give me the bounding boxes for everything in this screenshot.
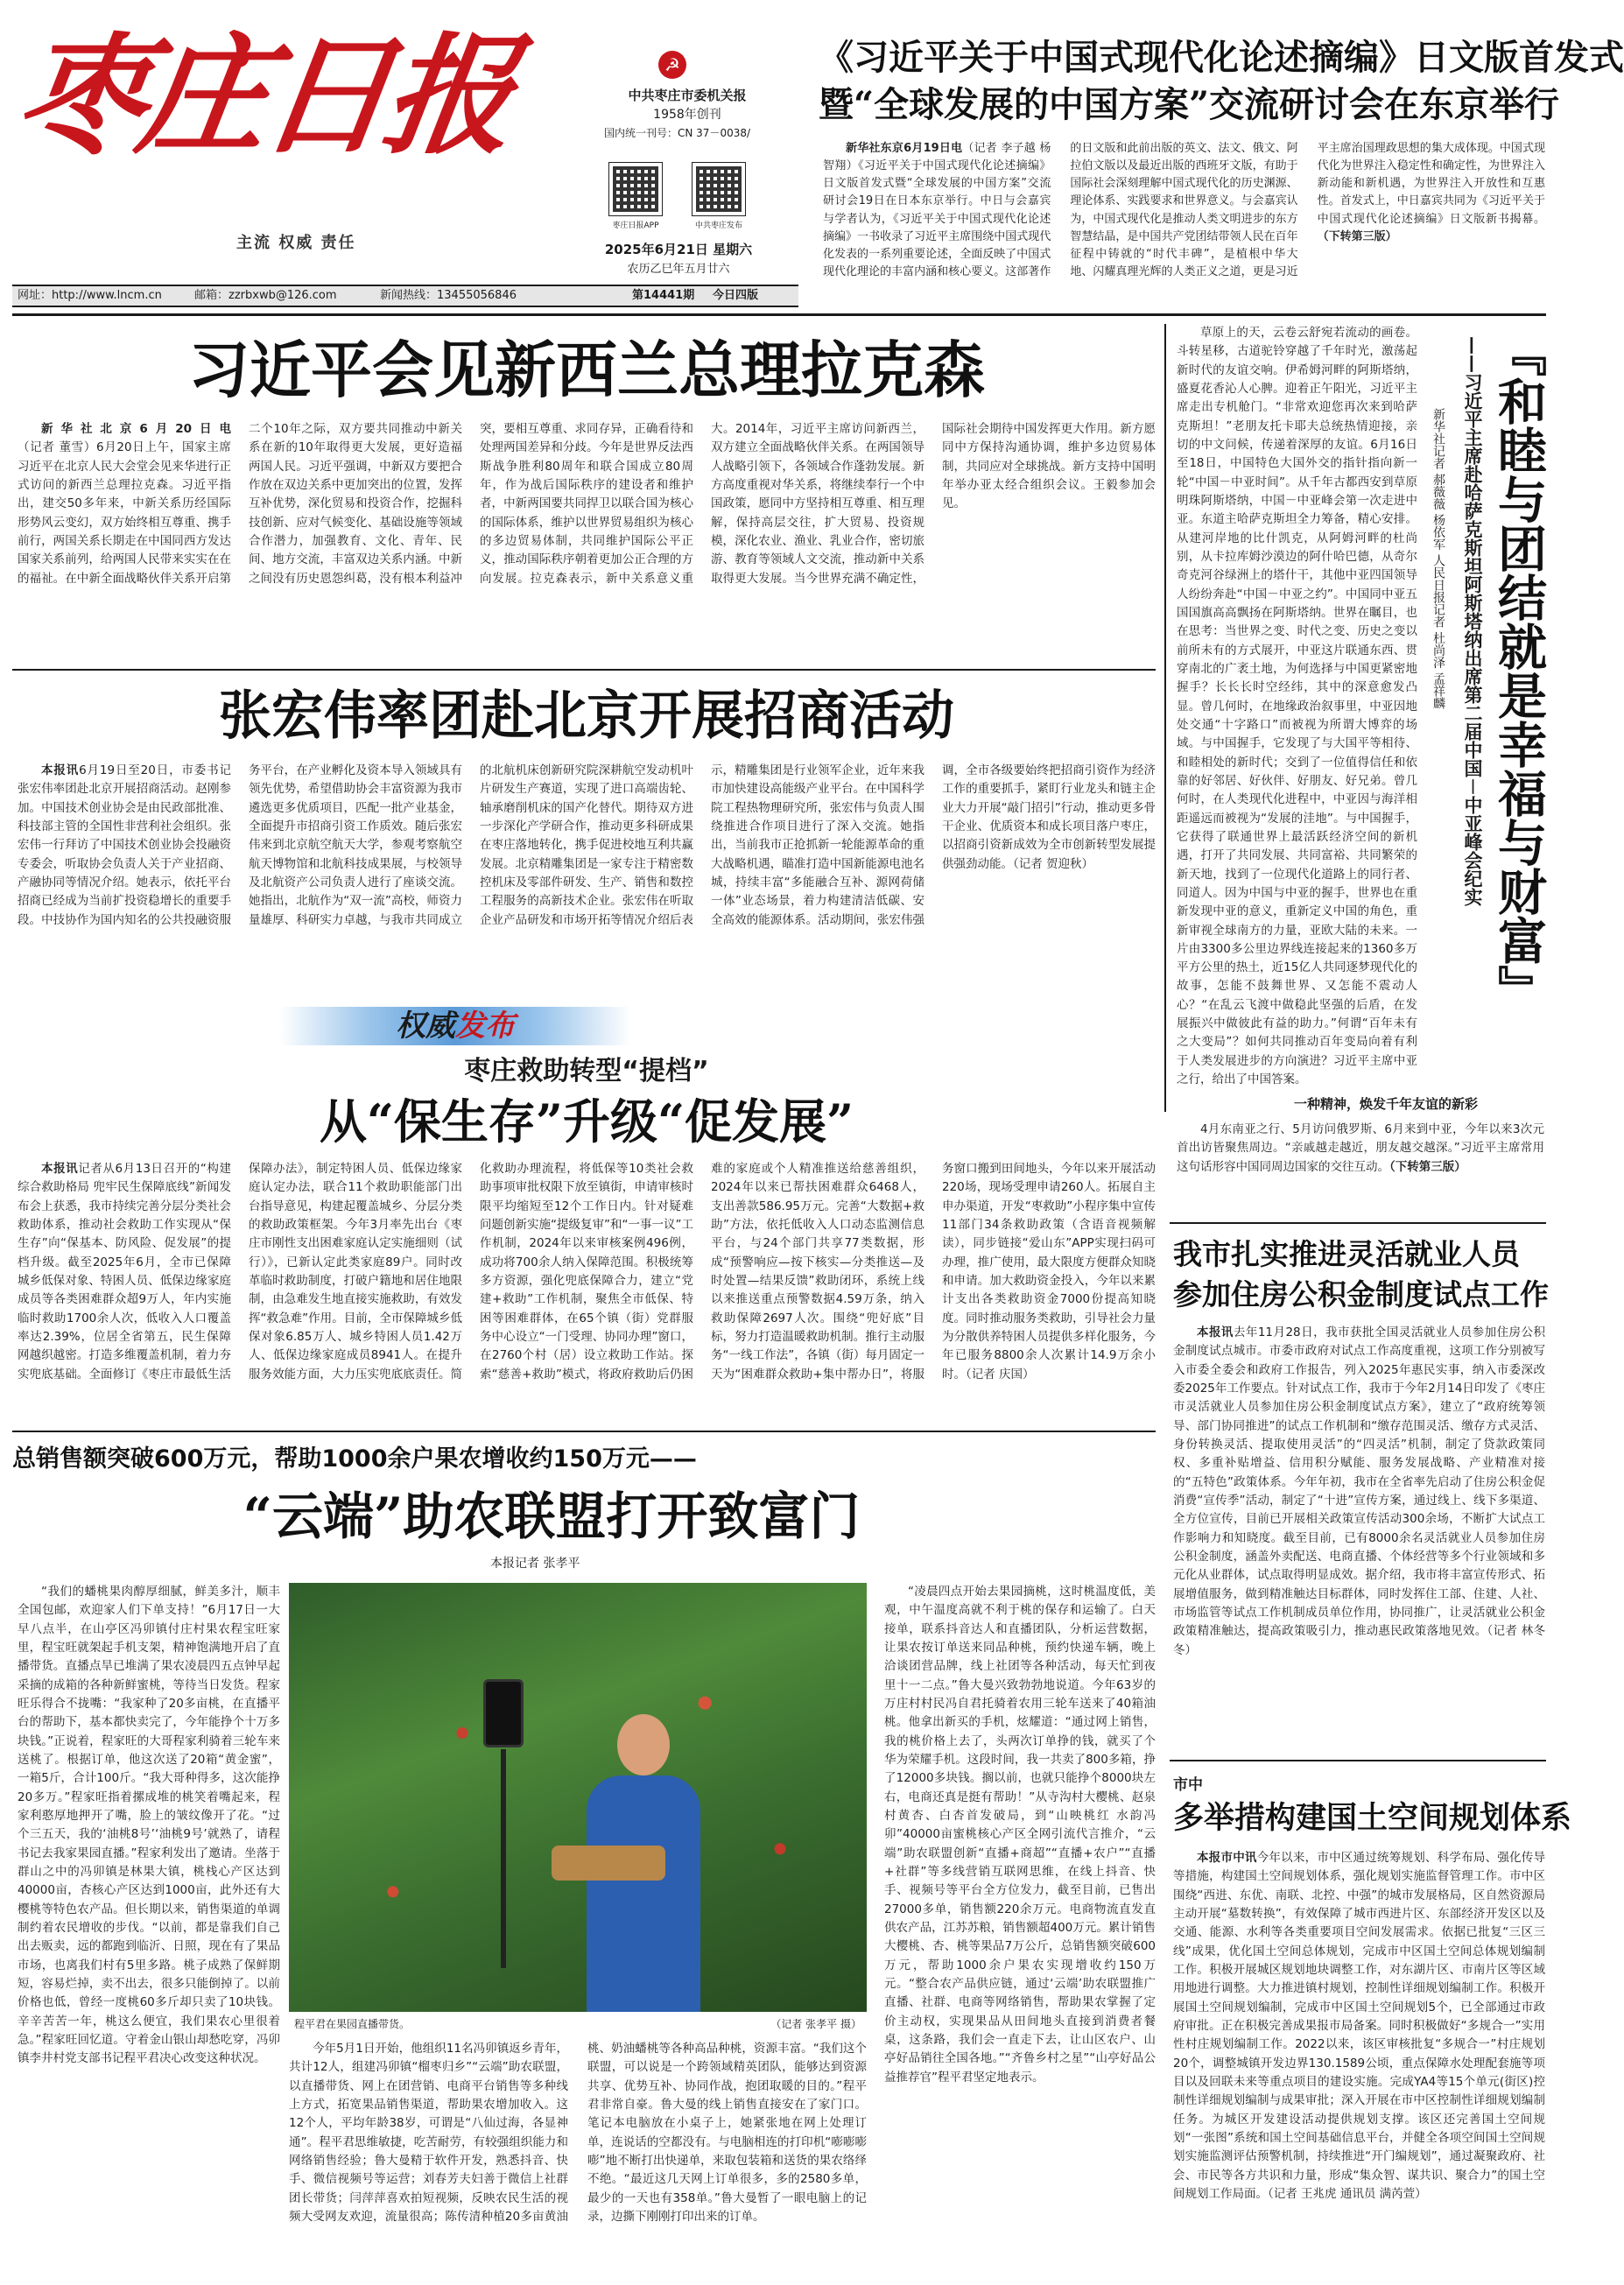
page-count: 今日四版 — [713, 289, 759, 302]
relief-story-kicker: 枣庄救助转型“提档” — [464, 1056, 709, 1086]
farmer-figure-icon — [578, 1714, 709, 2012]
banner-text-red: 发布 — [455, 1009, 515, 1044]
app-qr-code[interactable] — [608, 162, 663, 216]
top-story-title-2[interactable]: 暨“全球发展的中国方案”交流研讨会在东京举行 — [819, 84, 1560, 125]
masthead — [0, 0, 805, 311]
top-story-reporters: （记者 李子越 杨智翔） — [823, 142, 1051, 173]
cloud-story-right-column — [884, 1583, 1156, 2274]
cloud-story-right-text: “凌晨四点开始去果园摘桃，这时桃温度低，美观，中午温度高就不利于桃的保存和运输了。白天接单，联系抖音达人和直播团队，分析运营数据，让果农按订单送来同品种桃，预约快递车辆，晚上洽谈团营品牌，线上社团等各种活动，每天忙到夜里十一二点。”鲁大曼兴致勃勃地说道。今年63岁的万庄村村民冯自君托骑着农用三轮车送来了40箱油桃。他拿出新买的手机，炫耀道：“通过网上销售，我的桃价格上去了，头两次订单挣的钱，就买了个华为荣耀手机。这段时间，我一共卖了800多箱，挣了12000多块钱。搁以前，也就只能挣个8000块左右，电商还真是挺有帮助！”从寺沟村大樱桃、赵泉村黄杏、白杏首发破局，到“山映桃红 水韵冯卯”40000亩蜜桃核心产区全网引流代言推介，“云端”助农联盟创新“直播+商超”“直播+农户”“直播+社群”等多线营销互联网思维，在线上抖音、快手、视频号等平台全方位发力，截至目前，已售出27000多单，销售额220余万元。电商物流直发直供农产品，江苏苏粮，销售额超400万元。累计销售大樱桃、杏、桃等果品7万公斤，总销售额突破600万元，帮助1000余户果农实现增收约150万元。“整合农产品供应链，通过‘云端’助农联盟推广直播、社群、电商等网络销售，帮助果农掌握了定价主动权，实现果品从田间地头直接到消费者餐桌，这条路，我们会一直走下去，让山区农户、山亭好品销往全国各地。”“齐鲁乡村之星”“山亭好品公益推荐官”程平君坚定地表示。 — [884, 1585, 1156, 2085]
issue-number: 第14441期 — [632, 289, 695, 302]
tripod-stand-icon — [501, 1749, 506, 1968]
zhang-story-byline: （记者 贺迎秋） — [1013, 856, 1094, 871]
relief-story-title[interactable]: 从“保生存”升级“促发展” — [319, 1093, 854, 1150]
cloud-story-author: 本报记者 张孝平 — [490, 1557, 580, 1571]
phone-tripod-icon — [483, 1679, 524, 1747]
housing-story-title-2[interactable]: 参加住房公积金制度试点工作 — [1173, 1277, 1549, 1311]
cloud-story-title[interactable]: “云端”助农联盟打开致富门 — [243, 1487, 861, 1546]
website-link[interactable]: 网址：http://www.lncm.cn — [18, 289, 162, 302]
housing-story-byline: （记者 林冬冬） — [1173, 1624, 1546, 1657]
issue-date: 2025年6月21日 星期六 — [604, 242, 753, 257]
cloud-story-mid-text: 今年5月1日开始，他组织11名冯卯镇返乡青年，共计12人，组建冯卯镇“榴枣归乡”“云端”助农联盟，以直播带货、网上在团营销、电商平台销售等多种线上方式，拓宽果品销售渠道，帮助果农增加收入。这12个人，平均年龄38岁，可谓是“八仙过海，各显神通”。程平君思维敏捷，吃苦耐劳，有较强组织能力和网络销售经验；鲁大曼精于软件开发，熟悉抖音、快手、微信视频号等运营；刘春芳夫妇善于微信上社群团长带货；闫萍萍喜欢拍短视频，反映农民生活的视频大受网友欢迎，流量很高；陈传清种植20多亩黄油桃、奶油蟠桃等各种高品种桃，资源丰富。“我们这个联盟，可以说是一个跨领域精英团队，能够达到资源共享、优势互补、协同作战，抱团取暖的目的。”程平君非常自豪。鲁大曼的线上销售直接安在了家门口。笔记本电脑放在小桌子上，她紧张地在网上处理订单，连说话的空都没有。与电脑相连的打印机“嘭嘭嘭嘭”地不断打出快递单，来取包装箱和送货的果农络绎不绝。“最近这几天网上订单很多，多的2580多单，最少的一天也有358单。”鲁大曼暂了一眼电脑上的记录，边撕下刚刚打印出来的订单。 — [289, 2042, 867, 2224]
housing-story-text: 去年11月28日，我市获批全国灵活就业人员参加住房公积金制度试点城市。市委市政府对试点工作高度重视，这项工作分别被写入市委全委会和政府工作报告，列入2025年惠民实事，纳入市委深改委2025年工作要点。针对试点工作，我市于今年2月14日印发了《枣庄市灵活就业人员参加住房公积金制度试点方案》，建立了“政府统筹领导、部门协同推进”的试点工作机制和“缴存范围灵活、缴存方式灵活、身份转换灵活、提取使用灵活”的“四灵活”机制，制定了贷款政策同权、多重补贴增益、信用积分赋能、服务发展战略、产业精准对接的“五特色”政策体系。今年年初，我市在全省率先启动了住房公积金促消费“宣传季”活动，制定了“十进”宣传方案，通过线上、线下多渠道、全方位宣传，目前已开展相关政策宣传活动300余场，不断扩大试点工作影响力和知晓度。截至目前，已有8000余名灵活就业人员参加住房公积金制度，涵盖外卖配送、电商直播、个体经营等多个行业领域和多元化从业群体，试点取得明显成效。据介绍，我市将丰富宣传形式、拓展增值服务，做到精准触达目标群体，同时发挥住工部、住建、人社、市场监管等试点工作机制成员单位作用，协同推广，让灵活就业公积金政策精准触达，提高政策吸引力，推动惠民政策落地见效。 — [1173, 1325, 1545, 1639]
sidebar-feature-title[interactable]: 『和睦与团结就是幸福与财富』 — [1490, 327, 1547, 1014]
lunar-date: 农历乙巳年五月廿六 — [627, 263, 730, 276]
planning-story-title[interactable]: 多举措构建国土空间规划体系 — [1173, 1800, 1572, 1836]
top-story-body — [823, 140, 1545, 298]
masthead-logo: 枣庄日报 — [6, 19, 519, 172]
email-link[interactable]: 邮箱：zzrbxwb@126.com — [194, 289, 337, 302]
sidebar-section-text: 4月东南亚之行、5月访问俄罗斯、6月来到中亚，今年以来3次元首出访皆聚焦周边。“亲戚越走越近，朋友越交越深。”习近平主席常用这句话形容中国同周边国家的交往互动。 — [1177, 1122, 1544, 1174]
cloud-story-mid-columns — [289, 2040, 867, 2274]
orchard-livestream-photo[interactable] — [289, 1583, 867, 2012]
wechat-qr-code[interactable] — [692, 162, 746, 216]
sidebar-feature-body-top — [1177, 324, 1417, 1087]
sidebar-feature-reporters: 新华社记者 郝薇薇 杨依军 人民日报记者 杜尚泽 孟祥麟 — [1431, 408, 1445, 710]
relief-story-text: 记者从6月13日召开的“构建综合救助格局 兜牢民生保障底线”新闻发布会上获悉，我市持续完善分层分类社会救助体系，推动社会救助工作实现从“保生存”向“保基本、防风险、促发展”的提档升级。截至2025年6月，全市已保障城乡低保对象、特困人员、低保边缘家庭成员等各类困难群众超9万人，年内实施临时救助1700余人次，低收入人口覆盖率达2.39%，位居全省第五，民生保障网越织越密。打造多维覆盖机制，着力夯实兜底基础。全面修订《枣庄市最低生活保障办法》，制定特困人员、低保边缘家庭认定办法，联合11个救助职能部门出台指导意见，构建起覆盖城乡、分层分类的救助政策框架。今年3月率先出台《枣庄市刚性支出困难家庭认定实施细则（试行）》，已新认定此类家庭89户。同时改革临时救助制度，打破户籍地和居住地限制，由急难发生地直接实施救助，有效发挥“救急难”作用。目前，全市保障城乡低保对象6.85万人、城乡特困人员1.42万人、低保边缘家庭成员8941人。在提升服务效能方面，大力压实兜底底责任。简化救助办理流程，将低保等10类社会救助事项审批权限下放至镇街，申请审核时限平均缩短至12个工作日内。针对疑难问题创新实施“提级复审”和“一事一议”工作机制，2024年以来审核案例496例，成功将700余人纳入保障范围。积极统筹多方资源，强化兜底保障合力，建立“党建+救助”工作机制，聚焦全市低保、特困等困难群体，在65个镇（街）党群服务中心设立“一门受理、协同办理”窗口，在2760个村（居）设立救助工作站。探索“慈善+救助”模式，将政府救助后仍困难的家庭或个人精准推送给慈善组织，2024年以来已帮扶困难群众6468人，支出善款586.95万元。完善“大数据+救助”方法，依托低收入人口动态监测信息平台，与24个部门共享77类数据，形成“预警响应—按下核实—分类推送—及时处置—结果反馈”救助闭环，系统上线以来推送重点预警数据4.59万条，纳入救助保障2697人次。围绕“兜好底”目标，努力打造温暖救助机制。推行主动服务“一线工作法”，各镇（街）每月固定一天为“困难群众救助+集中帮办日”，将服务窗口搬到田间地头，今年以来开展活动220场，现场受理申请260人。拓展自主申办渠道，开发“枣救助”小程序集中宣传11部门34条救助政策（含语音视频解读），同步链接“爱山东”APP实现扫码可办理，推广使用，最大限度方便群众知晓和申请。加大救助资金投入，今年以来累计支出各类救助资金7000份提高知晓度。同时推动服务类救助，引导社会力量为分散供养特困人员提供多样化服务，今年已服务8800余人次累计14.9万余小时。 — [18, 1162, 1156, 1382]
publisher-name: 中共枣庄市委机关报 — [628, 88, 747, 103]
top-story-text: 《习近平关于中国式现代化论述摘编》日文版首发式暨“全球发展的中国方案”交流研讨会19日在日本东京举行。中日与会嘉宾与学者认为，《习近平关于中国式现代化论述摘编》一书收录了习近平主席围绕中国式现代化发表的一系列重要论述，全面反映了中国式现代化理论的丰富内涵和核心要义。这部著作的日文版和此前出版的英文、法文、俄文、阿拉伯文版以及最近出版的西班牙文版，有助于国际社会深刻理解中国式现代化的历史渊源、理论体系、实践要求和世界意义。与会嘉宾认为，中国式现代化是推动人类文明进步的东方智慧结晶，是中国共产党团结带领人民在百年征程中铸就的“时代丰碑”，是植根中华大地、闪耀真理光辉的人类正义之道，更是习近平主席治国理政思想的集大成体现。中国式现代化为世界注入稳定性和确定性，为世界注入新动能和新机遇，为世界注入开放性和互惠性。首发式上，中日嘉宾共同为《习近平关于中国式现代化论述摘编》日文版新书揭幕。 — [823, 142, 1545, 278]
relief-story-body — [18, 1160, 1156, 1423]
banner-text-black: 权威 — [396, 1009, 455, 1044]
nz-story-reporter: （记者 董雪） — [18, 440, 96, 455]
nz-story-body — [18, 420, 1156, 661]
cloud-story-left-column — [18, 1583, 280, 2274]
planning-story-dateline: 本报市中讯 — [1197, 1851, 1257, 1865]
wechat-qr-label: 中共枣庄发布 — [694, 221, 742, 230]
housing-story-title-1[interactable]: 我市扎实推进灵活就业人员 — [1173, 1237, 1520, 1271]
relief-story-dateline: 本报讯 — [41, 1162, 79, 1176]
top-story-jump[interactable]: （下转第三版） — [1317, 229, 1397, 243]
hotline: 新闻热线：13455056846 — [380, 289, 517, 302]
founded-year: 1958年创刊 — [653, 108, 721, 122]
sidebar-section-head: 一种精神，焕发千年友谊的新彩 — [1294, 1096, 1479, 1112]
sidebar-feature-text: 草原上的天，云卷云舒宛若流动的画卷。斗转星移，古道驼铃穿越了千年时光，激荡起新时代的友谊交响。伊希姆河畔的阿斯塔纳，盛夏花香沁人心脾。迎着正午阳光，习近平主席走出专机舱门。“非常欢迎您再次来到哈萨克斯坦！”老朋友托卡耶夫总统热情迎接，亲切的中文问候，传递着深厚的友谊。6月16日至18日，中国特色大国外交的指针指向新一轮“中国－中亚时间”。从千年古都西安到草原明珠阿斯塔纳，中国－中亚峰会第一次走进中亚。东道主哈萨克斯坦全力筹备，精心安排。从建河岸地的比什凯克，从阿姆河畔的杜尚别，从卡拉库姆沙漠边的阿什哈巴德，从奇尔奇克河谷绿洲上的塔什干，其他中亚四国领导人纷纷奔赴“中国－中亚之约”。中国同中亚五国国旗高高飘扬在阿斯塔纳。世界在瞩目，也在思考：当世界之变、时代之变、历史之变以前所未有的方式展开，中亚这片联通东西、贯穿南北的广袤土地，为何选择与中国更紧密地握手？长长长时空经纬，其中的深意愈发凸显。曾几何时，在地缘政治叙事里，中亚因地处交通“十字路口”而被视为所谓大博弈的场域。与中国握手，它发现了与大国平等相待、和睦相处的新时代；交到了一位值得信任和依靠的好邻居、好伙伴、好朋友、好兄弟。曾几何时，在人类现代化进程中，中亚因与海洋相距遥远而被视为“发展的洼地”。与中国握手，它获得了联通世界上最活跃经济空间的新机遇，打开了共同发展、共同富裕、共同繁荣的新天地，找到了一位现代化道路上的同行者、同道人。因为中国与中亚的握手，世界也在重新发现中亚的意义，重新定义中国的角色，重新审视全球南方的力量，亚欧大陆的未来。一片由3300多公里边界线连接起来的1360多万平方公里的热土，近15亿人共同逐梦现代化的故事，怎能不鼓舞世界、又怎能不震动人心？“在乱云飞渡中做稳此坚强的后盾，在发展振兴中做彼此有益的助力。”何谓“百年未有之大变局”？如何共同推动百年变局向着有利于人类发展进步的方向演进？习近平主席中亚之行，给出了中国答案。 — [1177, 326, 1417, 1087]
nz-story-text: 6月20日上午，国家主席习近平在北京人民大会堂会见来华进行正式访问的新西兰总理拉克森。习近平指出，建交50多年来，中新关系历经国际形势风云变幻，双方始终相互尊重、携手前行，两国关系长期走在中国同西方发达国家关系前列，给两国人民带来实实在在的福祉。在中新全面战略伙伴关系开启第二个10年之际，双方要共同推动中新关系在新的10年取得更大发展，更好造福两国人民。习近平强调，中新双方要把合作放在双边关系中更加突出的位置，发挥互补优势，深化贸易和投资合作，挖掘科技创新、应对气候变化、基础设施等领域合作潜力，加强教育、文化、青年、民间、地方交流，丰富双边关系内涵。中新之间没有历史恩怨纠葛，没有根本利益冲突，要相互尊重、求同存异，正确看待和处理两国差异和分歧。今年是世界反法西斯战争胜利80周年和联合国成立80周年，作为战后国际秩序的建设者和维护者，中新两国要共同捍卫以联合国为核心的国际体系，维护以世界贸易组织为核心的多边贸易体制，共同维护国际公平正义，推动国际秩序朝着更加公正合理的方向发展。拉克森表示，新中关系意义重大。2014年，习近平主席访问新西兰，双方建立全面战略伙伴关系。在两国领导人战略引领下，各领域合作蓬勃发展。新方高度重视对华关系，将继续奉行一个中国政策，愿同中方坚持相互尊重、相互理解，保持高层交往，扩大贸易、投资规模，深化农业、渔业、乳业合作，密切旅游、教育等领域人文交流，推动新中关系取得更大发展。当今世界充满不确定性，国际社会期待中国发挥更大作用。新方愿同中方保持沟通协调，维护多边贸易体制，共同应对全球挑战。新方支持中国明年举办亚太经合组织会议。王毅参加会见。 — [18, 422, 1156, 586]
top-story-title-1[interactable]: 《习近平关于中国式现代化论述摘编》日文版首发式 — [819, 37, 1624, 78]
top-story-dateline: 新华社东京6月19日电 — [846, 142, 963, 155]
slogan: 主流 权威 责任 — [236, 234, 356, 252]
planning-story-byline: （记者 王兆虎 通讯员 满芮萱） — [1268, 2186, 1427, 2201]
housing-story-dateline: 本报讯 — [1197, 1325, 1234, 1339]
zhang-story-text: 6月19日至20日，市委书记张宏伟率团赴北京开展招商活动。赵刚参加。中国技术创业协会是由民政部批准、科技部主管的全国性非营利社会组织。张宏伟一行拜访了中国技术创业协会投融资专委会，听取协会负责人关于产业招商、产融协同等情况介绍。她表示，依托平台招商已经成为当前扩投资稳增长的重要手段。中技协作为国内知名的公共投融资服务平台，在产业孵化及资本导入领域具有领先优势，希望借助协会丰富资源为我市遴选更多优质项目，匹配一批产业基金，全面提升市招商引资工作质效。随后张宏伟来到北京航空航天大学，参观考察航空航天博物馆和北航科技成果展，与校领导及北航资产公司负责人进行了座谈交流。她指出，北航作为“双一流”高校，师资力量雄厚、科研实力卓越，与我市共同成立的北航机床创新研究院深耕航空发动机叶片研发生产赛道，实现了进口高端齿轮、轴承磨削机床的国产化替代。期待双方进一步深化产学研合作，推动更多科研成果在枣庄落地转化，携手促进校地互利共赢发展。北京精雕集团是一家专注于精密数控机床及零部件研发、生产、销售和数控工程服务的高新技术企业。张宏伟在听取企业产品研发和市场开拓等情况介绍后表示，精雕集团是行业领军企业，近年来我市加快建设高能级产业平台。在中国科学院工程热物理研究所，张宏伟与负责人围绕推进合作项目进行了深入交流。她指出，当前我市正抢抓新一轮能源革命的重大战略机遇，瞄准打造中国新能源电池名城，持续丰富“多能融合互补、源网荷储一体”业态场景，着力构建清洁低碳、安全高效的能源体系。活动期间，张宏伟强调，全市各级要始终把招商引资作为经济工作的重要抓手，紧盯行业龙头和链主企业大力开展“敲门招引”行动，推动更多骨干企业、优质资本和成长项目落户枣庄，以招商引资新成效为全市创新转型发展提供强劲动能。 — [18, 763, 1156, 927]
photo-byline: （记者 张孝平 摄） — [770, 2018, 861, 2030]
planning-story-body — [1173, 1849, 1545, 2276]
nz-story-dateline: 新华社北京6月20日电 — [41, 422, 231, 436]
housing-story-body — [1173, 1324, 1545, 1753]
sidebar-feature — [1171, 324, 1548, 1213]
photo-caption — [289, 2016, 867, 2035]
photo-caption-text: 程平君在果园直播带货。 — [294, 2018, 411, 2030]
cloud-story-kicker: 总销售额突破600万元，帮助1000余户果农增收约150万元—— — [12, 1445, 697, 1473]
sidebar-feature-subtitle: ——习近平主席赴哈萨克斯坦阿斯塔纳出席第二届中国－中亚峰会纪实 — [1462, 336, 1483, 906]
party-emblem-icon: ☭ — [658, 51, 686, 79]
info-bar — [12, 285, 798, 307]
cloud-story-left-text: “我们的蟠桃果肉醇厚细腻，鲜美多汁，顺丰全国包邮，欢迎家人们下单支持！”6月17日一大早八点半，在山亭区冯卯镇付庄村果农程宝旺家里，程宝旺就架起手机支架，精神饱满地开启了直播带货。直播点旱已堆满了果农凌晨四五点钟早起采摘的成箱的各种新鲜蜜桃，等待当日发货。程家旺乐得合不拢嘴：“我家种了20多亩桃，在直播平台的帮助下，基本都快卖完了，今年能挣个十万多块钱。”正说着，程家旺的大哥程家利骑着三轮车来送桃了。根据订单，他这次送了20箱“黄金蜜”，一箱5斤，合计100斤。“我大哥种得多，这次能挣20多万。”程家旺指着摞成堆的桃笑着嘴起来，程家利憨厚地押开了嘴，脸上的皱纹像开了花。“过个三五天，我的‘油桃8号’‘油桃9号’就熟了，请程书记去我家果园直播。”程家利发出了邀请。坐落于群山之中的冯卯镇是林果大镇，桃栈心产区达到40000亩，杏核心产区达到1000亩，此外还有大樱桃等特色农产品。但长期以来，销售渠道的单调制约着农民增收的步伐。“以前，都是靠我们自己出去贩卖，远的都跑到临沂、日照，现在有了果品市场，也离我们村有5里多路。桃子成熟了保鲜期短，容易烂掉，卖不出去，很多只能倒掉了。以前价格也低，曾经一度桃60多斤却只卖了10块钱。辛辛苦苦一年，桃这么便宜，我们果农心里很着急。”程家旺回忆道。守着金山银山却愁吃穿，冯卯镇李井村党支部书记程平君决心改变这种状况。 — [18, 1585, 280, 2066]
planning-story-kicker: 市中 — [1173, 1776, 1203, 1794]
nz-story-title[interactable]: 习近平会见新西兰总理拉克森 — [188, 334, 985, 406]
zhang-story-dateline: 本报讯 — [41, 763, 80, 777]
relief-story-byline: （记者 庆国） — [966, 1367, 1035, 1382]
sidebar-jump[interactable]: （下转第三版） — [1389, 1159, 1466, 1174]
issn-number: 国内统一刊号：CN 37－0038/ — [604, 127, 751, 139]
authority-banner — [280, 1007, 630, 1045]
zhang-story-title[interactable]: 张宏伟率团赴北京开展招商活动 — [219, 686, 954, 747]
planning-story-text: 今年以来，市中区通过统筹规划、科学布局、强化传导等措施，构建国土空间规划体系，强化规划实施监督管理工作。市中区围绕“西进、东优、南联、北控、中强”的城市发展格局，区自然资源局主动开展“墓数转换”，有效保障了城市西进片区、东部经济开发区以及交通、能源、水利等各类重要项目空间发展需求。依据已批复“三区三线”成果，优化国土空间总体规划，完成市中区国土空间总体规划编制工作。积极开展城区规划地块调整工作，对东湖片区、市南片区等区域用地进行调整。大力推进镇村规划，控制性详细规划编制工作。积极开展国土空间规划编制，完成市中区国土空间规划5个，已全部通过市政府审批。正在积极完善成果报市局备案。同时积极做好“多规合一”实用性村庄规划编制工作。2022以来，该区审核批复“多规合一”村庄规划20个，调整城镇开发边界130.1589公顷，重点保障水处理配套施等项目以及回联未来等重点项目的建设实施。完成YA4等15个单元(街区)控制性详细规划编制与成果审批；深入开展在市中区控制性详细规划编制任务。为城区开发建设活动提供规划支撑。该区还完善国土空间规划“一张图”系统和国土空间基础信息平台，并健全各项空间国土空间规划实施监测评估预警机制，持续推进“开门编规划”，通过凝聚政府、社会、市民等各方共识和力量，形成“集众智、谋共识、聚合力”的国土空间规划工作局面。 — [1173, 1851, 1546, 2201]
sidebar-section-body — [1177, 1121, 1544, 1208]
app-qr-label: 枣庄日报APP — [612, 221, 659, 230]
zhang-story-body — [18, 762, 1156, 998]
